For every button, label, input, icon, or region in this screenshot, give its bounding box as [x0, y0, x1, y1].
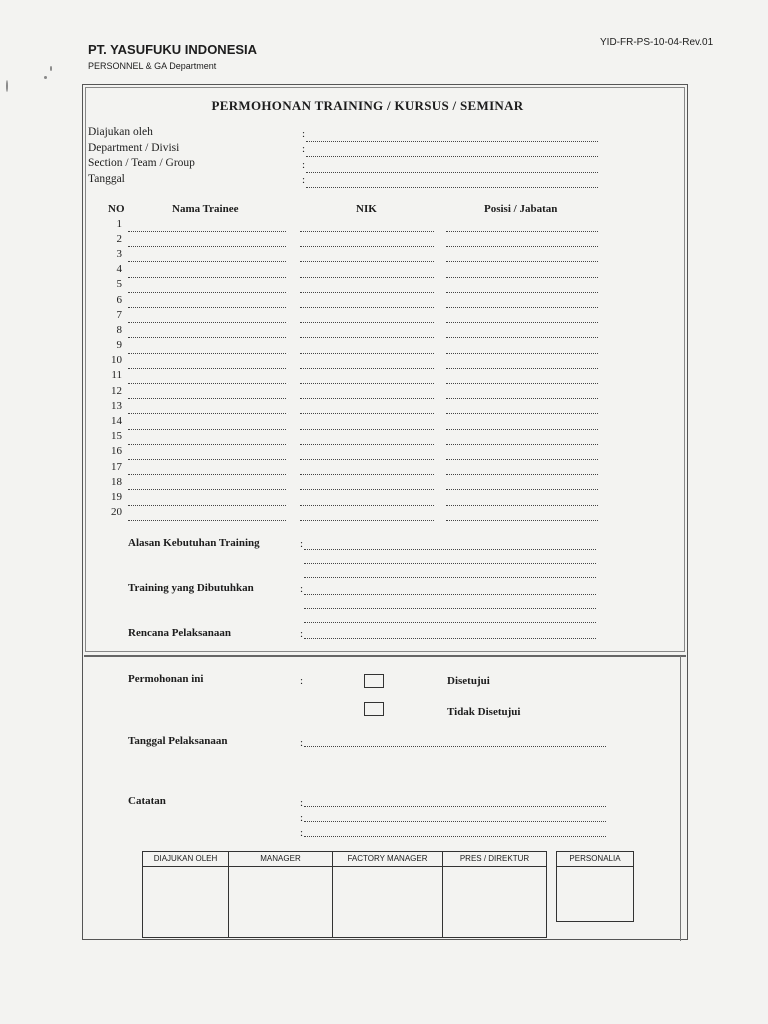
trainee-posisi-line[interactable] — [446, 383, 598, 384]
row-number: 1 — [116, 218, 122, 230]
alasan-line-3[interactable] — [304, 577, 596, 578]
trainee-nik-line[interactable] — [300, 459, 434, 460]
trainee-name-line[interactable] — [128, 353, 286, 354]
trainee-name-line[interactable] — [128, 307, 286, 308]
row-number: 13 — [111, 400, 122, 412]
right-inner-line — [680, 656, 681, 941]
label-tidak-disetujui: Tidak Disetujui — [447, 706, 521, 718]
trainee-nik-line[interactable] — [300, 337, 434, 338]
training-line-1[interactable] — [304, 594, 596, 595]
trainee-posisi-line[interactable] — [446, 444, 598, 445]
trainee-nik-line[interactable] — [300, 246, 434, 247]
trainee-name-line[interactable] — [128, 444, 286, 445]
signature-header-diajukan: DIAJUKAN OLEH — [143, 852, 229, 867]
signature-box-diajukan[interactable] — [143, 867, 229, 938]
trainee-nik-line[interactable] — [300, 505, 434, 506]
trainee-posisi-line[interactable] — [446, 459, 598, 460]
row-number: 2 — [116, 233, 122, 245]
trainee-posisi-line[interactable] — [446, 322, 598, 323]
signature-header-pres-direktur: PRES / DIREKTUR — [443, 852, 547, 867]
trainee-name-line[interactable] — [128, 383, 286, 384]
trainee-nik-line[interactable] — [300, 307, 434, 308]
trainee-name-line[interactable] — [128, 261, 286, 262]
alasan-line-1[interactable] — [304, 549, 596, 550]
column-header-no: NO — [108, 203, 125, 215]
trainee-posisi-line[interactable] — [446, 429, 598, 430]
row-number: 19 — [111, 491, 122, 503]
label-training: Training yang Dibutuhkan — [128, 582, 254, 594]
field-line-section[interactable] — [306, 172, 598, 173]
trainee-nik-line[interactable] — [300, 231, 434, 232]
checkbox-tidak-disetujui[interactable] — [364, 702, 384, 716]
field-colon: : — [300, 737, 304, 749]
field-colon: : — [300, 538, 304, 550]
trainee-name-line[interactable] — [128, 474, 286, 475]
alasan-line-2[interactable] — [304, 563, 596, 564]
field-label-department: Department / Divisi — [88, 142, 180, 154]
section-divider — [84, 655, 686, 657]
trainee-posisi-line[interactable] — [446, 474, 598, 475]
label-permohonan: Permohonan ini — [128, 673, 204, 685]
trainee-name-line[interactable] — [128, 292, 286, 293]
trainee-nik-line[interactable] — [300, 489, 434, 490]
field-colon: : — [300, 675, 304, 687]
label-alasan: Alasan Kebutuhan Training — [128, 537, 260, 549]
form-title: PERMOHONAN TRAINING / KURSUS / SEMINAR — [211, 98, 524, 113]
trainee-posisi-line[interactable] — [446, 353, 598, 354]
row-number: 20 — [111, 506, 122, 518]
label-tanggal-pelaksanaan: Tanggal Pelaksanaan — [128, 735, 228, 747]
label-disetujui: Disetujui — [447, 675, 490, 687]
trainee-name-line[interactable] — [128, 489, 286, 490]
training-line-2[interactable] — [304, 608, 596, 609]
trainee-name-line[interactable] — [128, 337, 286, 338]
field-colon: : — [302, 159, 306, 171]
row-number: 8 — [116, 324, 122, 336]
scan-speck — [50, 66, 52, 71]
row-number: 18 — [111, 476, 122, 488]
field-label-diajukan: Diajukan oleh — [88, 126, 153, 138]
trainee-posisi-line[interactable] — [446, 398, 598, 399]
trainee-nik-line[interactable] — [300, 520, 434, 521]
rencana-line-1[interactable] — [304, 638, 596, 639]
trainee-name-line[interactable] — [128, 277, 286, 278]
trainee-name-line[interactable] — [128, 520, 286, 521]
trainee-nik-line[interactable] — [300, 292, 434, 293]
company-name: PT. YASUFUKU INDONESIA — [88, 42, 258, 57]
row-number: 14 — [111, 415, 122, 427]
field-line-diajukan[interactable] — [306, 141, 598, 142]
label-rencana: Rencana Pelaksanaan — [128, 627, 231, 639]
trainee-posisi-line[interactable] — [446, 292, 598, 293]
field-colon: : — [300, 812, 304, 824]
trainee-nik-line[interactable] — [300, 368, 434, 369]
document-number: YID-FR-PS-10-04-Rev.01 — [600, 37, 714, 48]
trainee-name-line[interactable] — [128, 246, 286, 247]
signature-header-factory-manager: FACTORY MANAGER — [333, 852, 443, 867]
column-header-nama: Nama Trainee — [172, 203, 239, 215]
row-number: 11 — [111, 369, 122, 381]
department-name: PERSONNEL & GA Department — [88, 61, 217, 71]
row-number: 5 — [116, 278, 122, 290]
tanggal-pelaksanaan-line[interactable] — [304, 746, 606, 747]
row-number: 10 — [111, 354, 122, 366]
field-colon: : — [300, 583, 304, 595]
trainee-name-line[interactable] — [128, 429, 286, 430]
field-line-tanggal[interactable] — [306, 187, 598, 188]
trainee-nik-line[interactable] — [300, 277, 434, 278]
field-colon: : — [300, 797, 304, 809]
catatan-line-2[interactable] — [304, 821, 606, 822]
trainee-nik-line[interactable] — [300, 383, 434, 384]
trainee-nik-line[interactable] — [300, 474, 434, 475]
signature-box-manager[interactable] — [229, 867, 333, 938]
field-colon: : — [300, 628, 304, 640]
row-number: 12 — [111, 385, 122, 397]
signature-box-personalia[interactable] — [557, 867, 634, 922]
signature-header-personalia: PERSONALIA — [557, 852, 634, 867]
row-number: 17 — [111, 461, 122, 473]
trainee-name-line[interactable] — [128, 413, 286, 414]
trainee-posisi-line[interactable] — [446, 413, 598, 414]
catatan-line-3[interactable] — [304, 836, 606, 837]
trainee-posisi-line[interactable] — [446, 520, 598, 521]
field-line-department[interactable] — [306, 156, 598, 157]
trainee-nik-line[interactable] — [300, 322, 434, 323]
field-colon: : — [302, 174, 306, 186]
trainee-name-line[interactable] — [128, 398, 286, 399]
row-number: 4 — [116, 263, 122, 275]
row-number: 6 — [116, 294, 122, 306]
scan-speck — [6, 80, 8, 92]
trainee-name-line[interactable] — [128, 459, 286, 460]
field-colon: : — [302, 143, 306, 155]
trainee-nik-line[interactable] — [300, 429, 434, 430]
signature-table — [142, 851, 547, 938]
checkbox-disetujui[interactable] — [364, 674, 384, 688]
trainee-posisi-line[interactable] — [446, 489, 598, 490]
trainee-nik-line[interactable] — [300, 398, 434, 399]
training-line-3[interactable] — [304, 622, 596, 623]
row-number: 15 — [111, 430, 122, 442]
trainee-posisi-line[interactable] — [446, 231, 598, 232]
trainee-posisi-line[interactable] — [446, 307, 598, 308]
trainee-posisi-line[interactable] — [446, 261, 598, 262]
trainee-nik-line[interactable] — [300, 413, 434, 414]
trainee-name-line[interactable] — [128, 322, 286, 323]
trainee-posisi-line[interactable] — [446, 277, 598, 278]
field-label-section: Section / Team / Group — [88, 157, 195, 169]
trainee-nik-line[interactable] — [300, 261, 434, 262]
trainee-posisi-line[interactable] — [446, 368, 598, 369]
trainee-posisi-line[interactable] — [446, 505, 598, 506]
field-colon: : — [302, 128, 306, 140]
scan-speck — [44, 76, 47, 79]
row-number: 9 — [116, 339, 122, 351]
trainee-nik-line[interactable] — [300, 353, 434, 354]
trainee-nik-line[interactable] — [300, 444, 434, 445]
trainee-posisi-line[interactable] — [446, 246, 598, 247]
personalia-table — [556, 851, 634, 922]
trainee-name-line[interactable] — [128, 368, 286, 369]
signature-box-factory-manager[interactable] — [333, 867, 443, 938]
signature-box-pres-direktur[interactable] — [443, 867, 547, 938]
field-label-tanggal: Tanggal — [88, 173, 125, 185]
row-number: 3 — [116, 248, 122, 260]
trainee-name-line[interactable] — [128, 231, 286, 232]
trainee-posisi-line[interactable] — [446, 337, 598, 338]
column-header-posisi: Posisi / Jabatan — [484, 203, 558, 215]
column-header-nik: NIK — [356, 203, 377, 215]
field-colon: : — [300, 827, 304, 839]
signature-header-manager: MANAGER — [229, 852, 333, 867]
label-catatan: Catatan — [128, 795, 166, 807]
row-number: 16 — [111, 445, 122, 457]
row-number: 7 — [116, 309, 122, 321]
trainee-name-line[interactable] — [128, 505, 286, 506]
catatan-line-1[interactable] — [304, 806, 606, 807]
